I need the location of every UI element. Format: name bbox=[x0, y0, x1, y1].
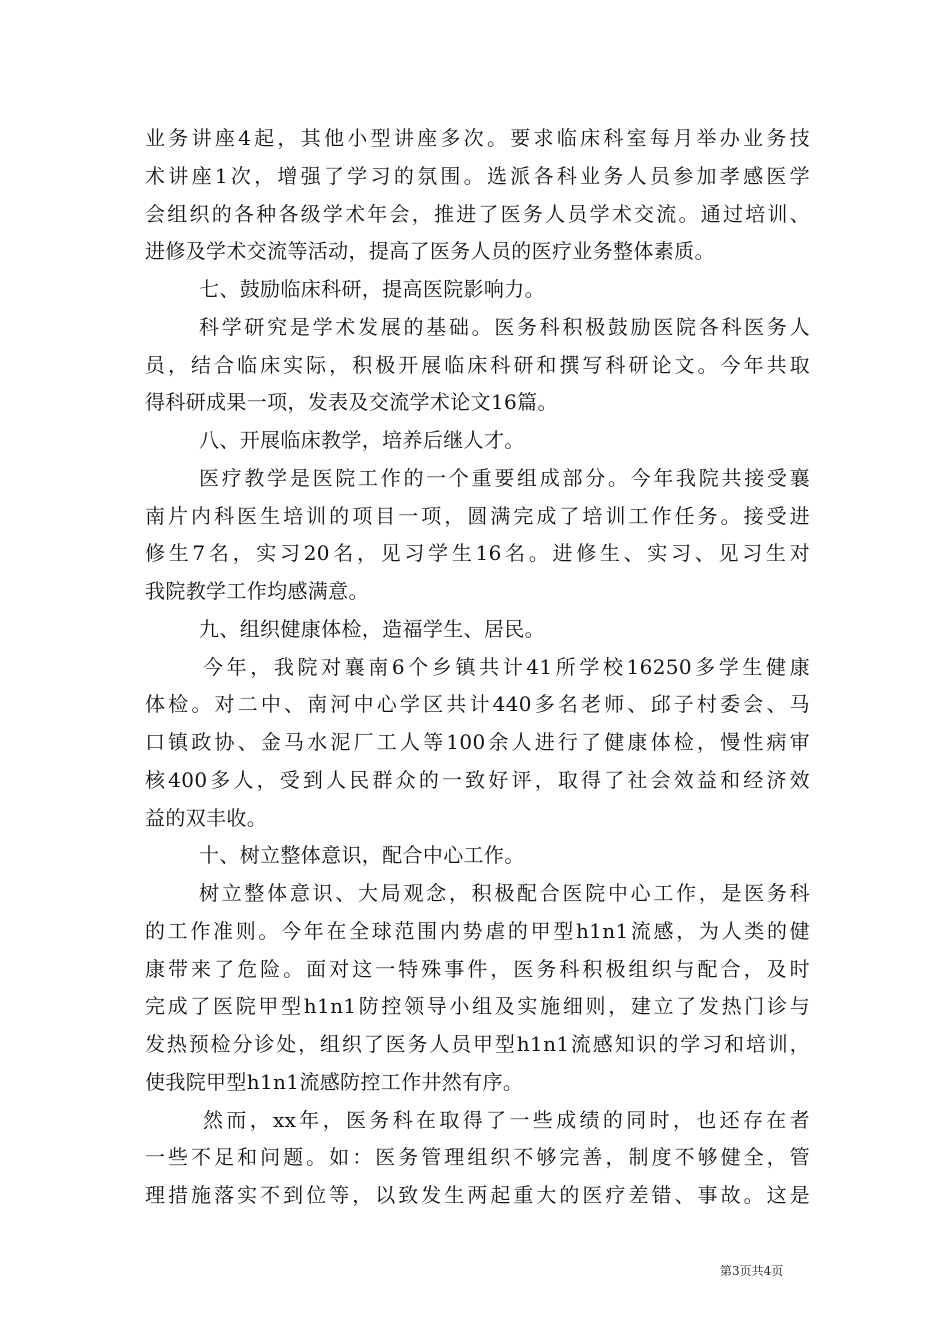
text-line: 医疗教学是医院工作的一个重要组成部分。今年我院共接受襄 bbox=[199, 465, 810, 490]
text-line: 科学研究是学术发展的基础。医务科积极鼓励医院各科医务人 bbox=[199, 314, 810, 339]
text-line: 会组织的各种各级学术年会，推进了医务人员学术交流。通过培训、 bbox=[145, 201, 810, 226]
text-line: 发热预检分诊处，组织了医务人员甲型h1n1流感知识的学习和培训， bbox=[145, 1032, 810, 1056]
text-line: 完成了医院甲型h1n1防控领导小组及实施细则，建立了发热门诊与 bbox=[145, 994, 810, 1019]
text-line: 术讲座1次，增强了学习的氛围。选派各科业务人员参加孝感医学 bbox=[145, 163, 810, 188]
text-line: 核400多人，受到人民群众的一致好评，取得了社会效益和经济效 bbox=[145, 767, 810, 792]
text-line: 南片内科医生培训的项目一项，圆满完成了培训工作任务。接受进 bbox=[145, 503, 810, 528]
section-heading-10: 十、树立整体意识，配合中心工作。 bbox=[199, 843, 525, 868]
text-line: 业务讲座4起，其他小型讲座多次。要求临床科室每月举办业务技 bbox=[145, 126, 810, 150]
text-line: 今年，我院对襄南6个乡镇共计41所学校16250多学生健康 bbox=[203, 654, 810, 679]
text-line: 口镇政协、金马水泥厂工人等100余人进行了健康体检，慢性病审 bbox=[145, 730, 810, 754]
text-line: 进修及学术交流等活动，提高了医务人员的医疗业务整体素质。 bbox=[145, 239, 715, 264]
section-heading-7: 七、鼓励临床科研，提高医院影响力。 bbox=[199, 277, 545, 301]
text-line: 益的双丰收。 bbox=[145, 805, 268, 830]
document-body bbox=[145, 120, 810, 1215]
text-line: 的工作准则。今年在全球范围内势虐的甲型h1n1流感，为人类的健 bbox=[145, 918, 810, 943]
text-line: 得科研成果一项，发表及交流学术论文16篇。 bbox=[145, 390, 558, 415]
text-line: 我院教学工作均感满意。 bbox=[145, 579, 369, 603]
text-line: 员，结合临床实际，积极开展临床科研和撰写科研论文。今年共取 bbox=[145, 352, 810, 377]
text-line: 使我院甲型h1n1流感防控工作井然有序。 bbox=[145, 1069, 524, 1094]
text-line: 修生7名，实习20名，见习学生16名。进修生、实习、见习生对 bbox=[145, 541, 810, 566]
section-heading-8: 八、开展临床教学，培养后继人才。 bbox=[199, 428, 525, 452]
text-line: 体检。对二中、南河中心学区共计440多名老师、邱子村委会、马 bbox=[145, 692, 810, 717]
section-heading-9: 九、组织健康体检，造福学生、居民。 bbox=[199, 616, 545, 641]
text-line: 然而，xx年，医务科在取得了一些成绩的同时，也还存在者 bbox=[203, 1107, 810, 1132]
text-line: 理措施落实不到位等，以致发生两起重大的医疗差错、事故。这是 bbox=[145, 1183, 810, 1207]
text-line: 康带来了危险。面对这一特殊事件，医务科积极组织与配合，及时 bbox=[145, 956, 810, 981]
text-line: 一些不足和问题。如：医务管理组织不够完善，制度不够健全，管 bbox=[145, 1145, 810, 1170]
text-line: 树立整体意识、大局观念，积极配合医院中心工作，是医务科 bbox=[199, 881, 810, 905]
page-number: 第3页共4页 bbox=[720, 1264, 784, 1278]
